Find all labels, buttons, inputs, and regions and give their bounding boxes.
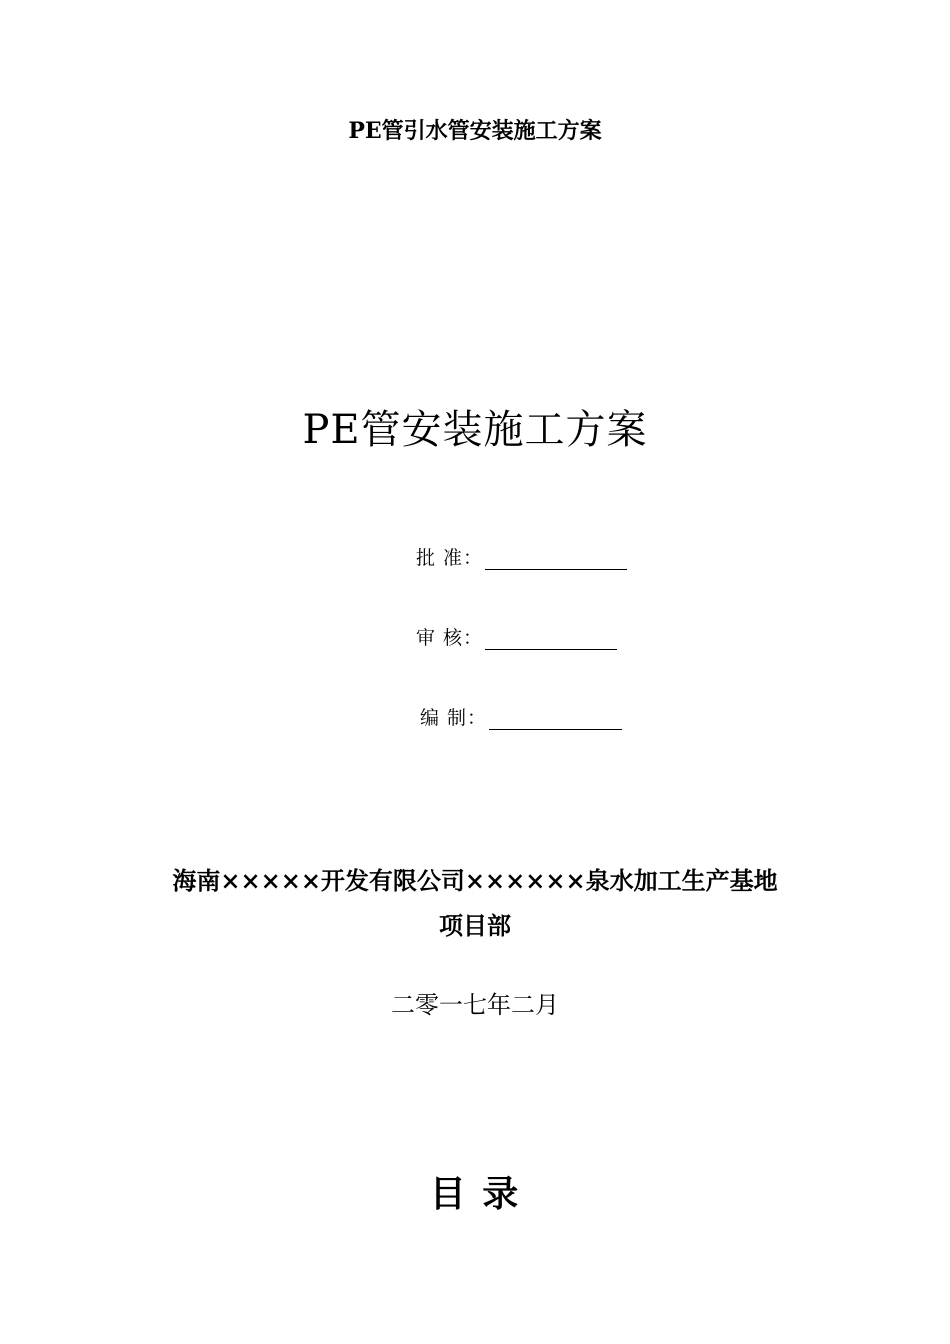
cover-title: PE管安装施工方案: [302, 407, 648, 453]
organization-name: 海南×××××开发有限公司××××××泉水加工生产基地: [172, 866, 778, 895]
signature-row-approve: [416, 540, 627, 570]
signature-line-prepare: [489, 707, 622, 730]
signature-line-approve: [485, 547, 627, 570]
toc-heading: 目 录: [429, 1173, 521, 1215]
organization-department: 项目部: [439, 911, 511, 940]
signature-line-review: [485, 627, 617, 650]
signature-label-approve: 批 准：: [416, 547, 484, 569]
signature-label-prepare: 编 制：: [420, 707, 488, 729]
document-header-title: PE管引水管安装施工方案: [348, 118, 602, 144]
document-date: 二零一七年二月: [391, 991, 559, 1019]
signature-label-review: 审 核：: [416, 627, 484, 649]
signature-row-prepare: [420, 700, 622, 730]
signature-row-review: [416, 620, 617, 650]
